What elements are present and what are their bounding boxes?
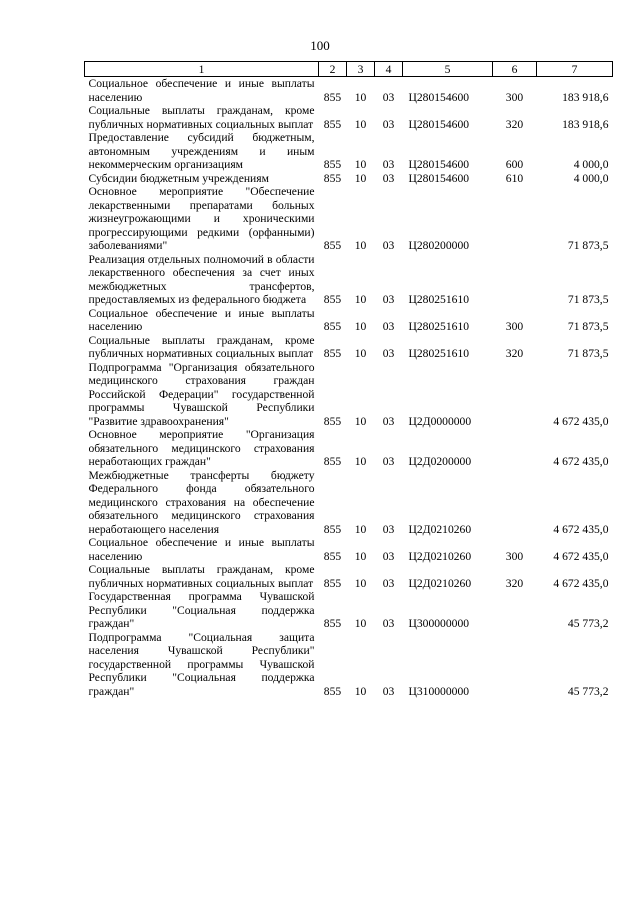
- glava-code: 855: [323, 576, 342, 590]
- expense-type-code: 610: [505, 171, 524, 185]
- table-row: [85, 131, 613, 172]
- section-code: 10: [354, 239, 367, 252]
- item-name: Государственная программа Чувашской Республики "Социальная поддержка граждан": [88, 590, 315, 630]
- expense-type-code: 300: [505, 549, 524, 563]
- target-article-code: Ц2Д0210260: [408, 522, 472, 536]
- table-row: [85, 361, 613, 429]
- target-article-code: Ц280251610: [408, 347, 470, 360]
- item-name: Социальное обеспечение и иные выплаты населению: [88, 77, 315, 104]
- glava-code: 855: [323, 455, 342, 468]
- expense-type-code: 300: [505, 320, 524, 333]
- expense-type-code: [493, 469, 537, 537]
- page-number: 100: [310, 38, 330, 53]
- item-name: Подпрограмма "Социальная защита населения Чувашской Республики" государственной программы Чувашской Республики "Социальная поддержка граждан": [88, 630, 315, 698]
- header-row: [85, 62, 613, 77]
- item-name: Предоставление субсидий бюджетным, автономным учреждениям и иным некоммерческим организациям: [88, 131, 315, 171]
- section-code: 10: [354, 549, 367, 563]
- glava-code: 855: [323, 414, 342, 428]
- subsection-code: 03: [382, 455, 395, 468]
- subsection-code: 03: [382, 117, 395, 131]
- target-article-code: Ц300000000: [408, 617, 470, 630]
- item-name: Основное мероприятие "Организация обязательного медицинского страхования неработающих граждан": [88, 428, 315, 468]
- item-name: Реализация отдельных полномочий в области лекарственного обеспечения за счет иных межбюджетных трансфертов, предоставляемых из федерального бюджета: [88, 252, 315, 306]
- section-code: 10: [354, 347, 367, 360]
- section-code: 10: [354, 293, 367, 306]
- column-header: 4: [375, 62, 403, 77]
- expense-type-code: [493, 253, 537, 307]
- subsection-code: 03: [382, 549, 395, 563]
- subsection-code: 03: [382, 576, 395, 590]
- table-row: [85, 563, 613, 590]
- table-row: [85, 536, 613, 563]
- column-header: 6: [493, 62, 537, 77]
- section-code: 10: [354, 455, 367, 468]
- amount: 71 873,5: [567, 293, 609, 306]
- column-header: 3: [347, 62, 375, 77]
- item-name: Социальное обеспечение и иные выплаты населению: [88, 536, 315, 563]
- item-name: Межбюджетные трансферты бюджету Федерального фонда обязательного медицинского страхования на обеспечение обязательного медицинского страхования неработающего населения: [88, 468, 315, 536]
- expense-type-code: [493, 590, 537, 631]
- table-row: [85, 307, 613, 334]
- section-code: 10: [354, 617, 367, 630]
- amount: 4 672 435,0: [553, 455, 609, 468]
- expense-type-code: 320: [505, 347, 524, 360]
- budget-table: [84, 61, 613, 698]
- amount: 71 873,5: [567, 320, 609, 333]
- section-code: 10: [354, 117, 367, 131]
- glava-code: 855: [323, 158, 342, 171]
- glava-code: 855: [323, 171, 342, 185]
- glava-code: 855: [323, 617, 342, 630]
- table-row: [85, 334, 613, 361]
- item-name: Субсидии бюджетным учреждениям: [88, 171, 269, 185]
- target-article-code: Ц2Д0210260: [408, 576, 472, 590]
- target-article-code: Ц280154600: [408, 158, 470, 171]
- item-name: Социальное обеспечение и иные выплаты населению: [88, 306, 315, 333]
- expense-type-code: 320: [505, 117, 524, 131]
- expense-type-code: [493, 428, 537, 469]
- amount: 4 672 435,0: [553, 576, 609, 590]
- glava-code: 855: [323, 347, 342, 360]
- table-row: [85, 631, 613, 699]
- glava-code: 855: [323, 549, 342, 563]
- amount: 4 000,0: [573, 158, 609, 171]
- item-name: Социальные выплаты гражданам, кроме публичных нормативных социальных выплат: [88, 333, 315, 360]
- target-article-code: Ц2Д0000000: [408, 414, 472, 428]
- amount: 45 773,2: [567, 684, 609, 698]
- column-header: 2: [319, 62, 347, 77]
- subsection-code: 03: [382, 347, 395, 360]
- target-article-code: Ц280251610: [408, 320, 470, 333]
- glava-code: 855: [323, 522, 342, 536]
- expense-type-code: 300: [505, 90, 524, 104]
- section-code: 10: [354, 320, 367, 333]
- glava-code: 855: [323, 320, 342, 333]
- glava-code: 855: [323, 117, 342, 131]
- item-name: Основное мероприятие "Обеспечение лекарственными препаратами больных жизнеугрожающими и хроническими прогрессирующими редкими (орфанными) заболеваниями": [88, 185, 315, 252]
- glava-code: 855: [323, 90, 342, 104]
- table-row: [85, 77, 613, 105]
- subsection-code: 03: [382, 158, 395, 171]
- subsection-code: 03: [382, 320, 395, 333]
- table-row: [85, 253, 613, 307]
- section-code: 10: [354, 90, 367, 104]
- item-name: Подпрограмма "Организация обязательного медицинского страхования граждан Российской Федерации" государственной программы Чувашской Республики "Развитие здравоохранения": [88, 360, 315, 428]
- subsection-code: 03: [382, 171, 395, 185]
- target-article-code: Ц280154600: [408, 171, 470, 185]
- table-row: [85, 469, 613, 537]
- glava-code: 855: [323, 684, 342, 698]
- amount: 71 873,5: [567, 347, 609, 360]
- expense-type-code: [493, 631, 537, 699]
- amount: 4 672 435,0: [553, 522, 609, 536]
- section-code: 10: [354, 684, 367, 698]
- glava-code: 855: [323, 239, 342, 252]
- subsection-code: 03: [382, 239, 395, 252]
- subsection-code: 03: [382, 617, 395, 630]
- subsection-code: 03: [382, 684, 395, 698]
- expense-type-code: 600: [505, 158, 524, 171]
- amount: 183 918,6: [562, 90, 609, 104]
- amount: 4 672 435,0: [553, 549, 609, 563]
- amount: 183 918,6: [562, 117, 609, 131]
- section-code: 10: [354, 171, 367, 185]
- item-name: Социальные выплаты гражданам, кроме публичных нормативных социальных выплат: [88, 563, 315, 590]
- expense-type-code: 320: [505, 576, 524, 590]
- target-article-code: Ц2Д0200000: [408, 455, 472, 468]
- table-row: [85, 590, 613, 631]
- table-row: [85, 428, 613, 469]
- subsection-code: 03: [382, 293, 395, 306]
- item-name: Социальные выплаты гражданам, кроме публичных нормативных социальных выплат: [88, 104, 315, 131]
- target-article-code: Ц280154600: [408, 90, 470, 104]
- target-article-code: Ц280154600: [408, 117, 470, 131]
- section-code: 10: [354, 158, 367, 171]
- amount: 71 873,5: [567, 239, 609, 252]
- target-article-code: Ц2Д0210260: [408, 549, 472, 563]
- target-article-code: Ц280200000: [408, 239, 470, 252]
- column-header: 1: [85, 62, 319, 77]
- table-row: [85, 172, 613, 186]
- expense-type-code: [493, 361, 537, 429]
- subsection-code: 03: [382, 414, 395, 428]
- table-row: [85, 185, 613, 253]
- target-article-code: Ц280251610: [408, 293, 470, 306]
- glava-code: 855: [323, 293, 342, 306]
- target-article-code: Ц310000000: [408, 684, 470, 698]
- expense-type-code: [493, 185, 537, 253]
- amount: 4 000,0: [573, 171, 609, 185]
- section-code: 10: [354, 522, 367, 536]
- amount: 45 773,2: [567, 617, 609, 630]
- subsection-code: 03: [382, 522, 395, 536]
- table-row: [85, 104, 613, 131]
- section-code: 10: [354, 576, 367, 590]
- section-code: 10: [354, 414, 367, 428]
- column-header: 5: [403, 62, 493, 77]
- amount: 4 672 435,0: [553, 414, 609, 428]
- column-header: 7: [537, 62, 613, 77]
- subsection-code: 03: [382, 90, 395, 104]
